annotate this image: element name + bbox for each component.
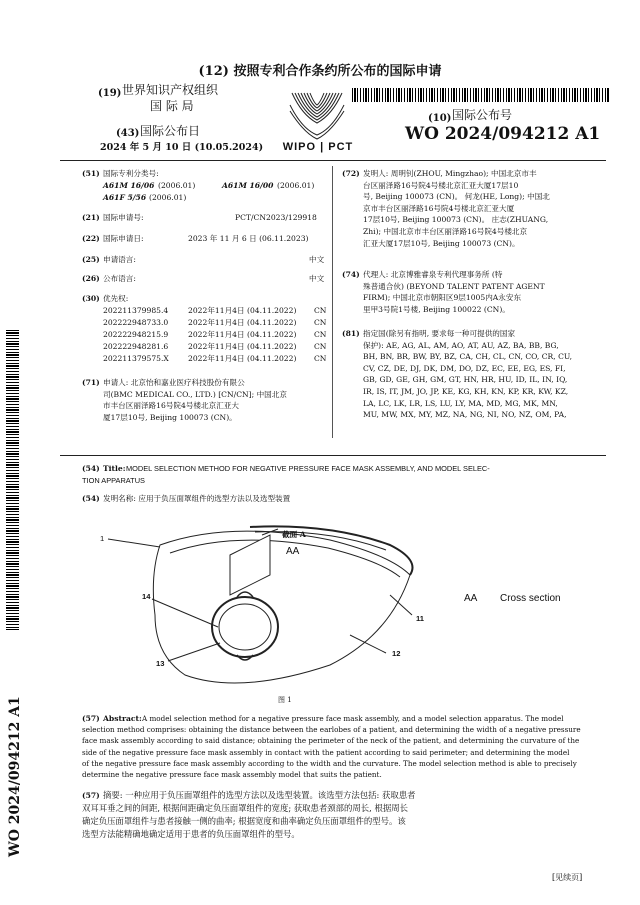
org-name: 世界知识产权组织 (122, 83, 219, 97)
designated-line: BH, BN, BR, BW, BY, BZ, CA, CH, CL, CN, CO, CR, CU, (363, 352, 573, 362)
ipc-date-2: (2006.01) (149, 193, 187, 202)
title-en-text (82, 463, 606, 486)
inventors-line: 台区丽泽路16号院4号楼北京汇亚大厦17层10 (363, 180, 519, 190)
mid-divider (60, 455, 606, 456)
designated-num: (81) (342, 329, 360, 338)
pub-lang-label: 公布语言: (103, 274, 136, 283)
figure (90, 515, 600, 715)
abstract-cn-line: 选型方法能精确地确定适用于患者的负压面罩组件的型号。 (82, 829, 300, 839)
inventors-line: 汇亚大厦17层10号, Beijing 100073 (CN)。 (363, 238, 520, 248)
agent-line: 代理人: 北京博雅睿泉专利代理事务所 (特 (363, 270, 503, 279)
fig-label-12: 12 (392, 649, 401, 658)
wipo-emblem-icon (282, 85, 352, 143)
pubno-number: (10) (428, 113, 452, 124)
filing-lang-num: (25) (82, 255, 100, 264)
page-title: (12) 按照专利合作条约所公布的国际申请 (198, 64, 442, 79)
fig-section-label: 截面 A (282, 530, 306, 539)
inventors-line: 号, Beijing 100073 (CN)。 何龙(HE, Long); 中国北 (363, 192, 550, 202)
agent-line: 里甲3号院1号楼, Beijing 100022 (CN)。 (363, 304, 510, 314)
priority-country: CN (314, 306, 327, 315)
abstract-en-line: A model selection method for a negative pressure face mask assembly, and a model selection apparatus. The model (142, 714, 564, 723)
designated-line: LA, LC, LK, LR, LS, LU, LY, MA, MD, MG, MK, MN, (363, 398, 558, 408)
appno-label: 国际申请号: (103, 213, 144, 222)
abstract-en-line: side of the negative pressure face mask assembly in contact with the patient according to said perimeter; and determining the model (82, 747, 570, 757)
inventors-block (363, 168, 603, 249)
inventors-num: (72) (342, 169, 360, 178)
applicant-line: 市丰台区丽泽路16号院4号楼北京汇亚大 (103, 401, 239, 411)
abstract-en-line: face mask assembly according to said distance; obtaining the perimeter of the neck of the patient, and determining the curvature of the (82, 736, 580, 746)
priority-number: 202211379575.X (103, 354, 169, 363)
priority-row (103, 353, 333, 365)
abstract-cn-num: (57) (82, 791, 100, 800)
pubno-value: WO 2024/094212 A1 (405, 124, 601, 144)
applicant-line: 申请人: 北京怡和嘉业医疗科技股份有限公 (103, 378, 245, 387)
designated-line: GB, GD, GE, GH, GM, GT, HN, HR, HU, ID, IL, IN, IQ, (363, 375, 568, 385)
title-en-num: (54) (82, 464, 100, 473)
filing-num: (22) (82, 234, 100, 243)
port-ring (212, 597, 278, 657)
ipc-date-1a: (2006.01) (158, 181, 196, 190)
agent-line: 殊普通合伙) (BEYOND TALENT PATENT AGENT (363, 281, 545, 291)
pub-lang-value: 中文 (309, 274, 325, 283)
inventors-line: 京市丰台区丽泽路16号院4号楼北京汇亚大厦 (363, 203, 515, 213)
priority-number: 202222948281.6 (103, 342, 169, 351)
inventors-line: 17层10号, Beijing 100073 (CN)。 庄志(ZHUANG, (363, 215, 549, 225)
designated-line: IR, IS, IT, JM, JO, JP, KE, KG, KH, KN, KP, KR, KW, KZ, (363, 386, 569, 396)
priority-row (103, 317, 333, 329)
priority-label: 优先权: (103, 294, 129, 303)
abstract-cn-line: 确定负压面罩组件与患者接触一侧的曲率; 根据宽度和曲率确定负压面罩组件的型号。该 (82, 816, 406, 826)
fig-cross-section-label: Cross section (500, 593, 561, 604)
filing-label: 国际申请日: (103, 234, 144, 243)
abstract-en-block (82, 713, 602, 780)
side-pubno: WO 2024/094212 A1 (7, 696, 23, 857)
pubdate-value: 2024 年 5 月 10 日 (10.05.2024) (100, 142, 264, 153)
priority-row (103, 305, 333, 317)
wipo-logo (282, 85, 352, 160)
filing-lang-label: 申请语言: (103, 255, 136, 264)
pubdate-label: 国际公布日 (140, 124, 201, 138)
title-en-label: Title: (103, 464, 126, 473)
priority-date: 2022年11月4日 (04.11.2022) (188, 330, 297, 339)
priority-row (103, 341, 333, 353)
ipc-code-2: A61F 5/56 (103, 193, 147, 202)
org-bureau: 国 际 局 (150, 99, 194, 113)
abstract-en-label: Abstract: (103, 714, 142, 723)
ipc-label: 国际专利分类号: (103, 169, 159, 178)
priority-date: 2022年11月4日 (04.11.2022) (188, 354, 297, 363)
appno-value: PCT/CN2023/129918 (235, 213, 317, 222)
abstract-en-line: selection method comprises: obtaining the distance between the earlobes of a patient, and determining the width of a negative pressure (82, 725, 581, 735)
priority-country: CN (314, 342, 327, 351)
header-divider (60, 160, 606, 161)
barcode-side (6, 330, 19, 630)
mask-drawing (90, 515, 600, 715)
mask-shell (153, 531, 410, 683)
agent-block (363, 269, 603, 315)
abstract-cn-line: 摘要: 一种应用于负压面罩组件的选型方法以及选型装置。该选型方法包括: 获取患者 (103, 790, 416, 800)
org-number: (19) (98, 88, 122, 99)
abstract-en-num: (57) (82, 714, 100, 723)
designated-line: CV, CZ, DE, DJ, DK, DM, DO, DZ, EC, EE, EG, ES, FI, (363, 363, 566, 373)
appno-num: (21) (82, 213, 100, 222)
fig-label-11: 11 (416, 614, 425, 623)
fig-label-1: 1 (100, 534, 105, 543)
priority-date: 2022年11月4日 (04.11.2022) (188, 318, 297, 327)
title-cn-num: (54) (82, 494, 100, 503)
priority-date: 2022年11月4日 (04.11.2022) (188, 342, 297, 351)
priority-row (103, 329, 333, 341)
barcode-top (352, 88, 610, 102)
pubno-label: 国际公布号 (452, 108, 513, 122)
filing-value: 2023 年 11 月 6 日 (06.11.2023) (188, 234, 309, 243)
applicant-num: (71) (82, 378, 100, 387)
wipo-logo-text: WIPO | PCT (282, 141, 354, 153)
inventors-line: 发明人: 周明钊(ZHOU, Mingzhao); 中国北京市丰 (363, 169, 537, 178)
agent-num: (74) (342, 270, 360, 279)
ipc-num: (51) (82, 169, 100, 178)
priority-country: CN (314, 354, 327, 363)
designated-block (363, 328, 603, 421)
inventors-line: Zhi); 中国北京市丰台区丽泽路16号院4号楼北京 (363, 226, 528, 236)
title-cn-text: 发明名称: 应用于负压面罩组件的选型方法以及选型装置 (103, 494, 291, 503)
fig-aa-label-2: AA (464, 593, 478, 604)
abstract-cn-line: 双耳耳垂之间的间距, 根据间距确定负压面罩组件的宽度; 获取患者颈部的周长, 根据周长 (82, 803, 409, 813)
ipc-code-1b: A61M 16/00 (222, 181, 274, 190)
priority-date: 2022年11月4日 (04.11.2022) (188, 306, 297, 315)
priority-list (103, 305, 333, 365)
fig-label-14: 14 (142, 592, 151, 601)
priority-country: CN (314, 318, 327, 327)
fig-caption: 图 1 (278, 696, 292, 704)
title-en-line: MODEL SELECTION METHOD FOR NEGATIVE PRESSURE FACE MASK ASSEMBLY, AND MODEL SELEC- (126, 464, 490, 473)
ipc-code-1a: A61M 16/06 (103, 181, 155, 190)
title-en-line: TION APPARATUS (82, 475, 145, 485)
continued-note: [见续页] (552, 873, 583, 882)
designated-line: 保护): AE, AG, AL, AM, AO, AT, AU, AZ, BA, BB, BG, (363, 340, 559, 350)
abstract-en-line: determine the negative pressure face mask assembly model that suits the patient. (82, 770, 382, 780)
priority-number: 202211379985.4 (103, 306, 169, 315)
filing-lang-value: 中文 (309, 255, 325, 264)
agent-line: FIRM); 中国北京市朝阳区9层1005内A永安东 (363, 293, 522, 303)
priority-number: 202222948215.9 (103, 330, 169, 339)
pubdate-number: (43) (116, 128, 140, 139)
fig-label-13: 13 (156, 659, 165, 668)
applicant-block (103, 377, 333, 423)
abstract-en-line: of the negative pressure face mask assembly according to the width and the curvature. The model selection method is able to precisely (82, 758, 577, 768)
priority-country: CN (314, 330, 327, 339)
pub-lang-num: (26) (82, 274, 100, 283)
applicant-line: 司(BMC MEDICAL CO., LTD.) [CN/CN]; 中国北京 (103, 389, 287, 399)
designated-line: 指定国(除另有指明, 要求每一种可提供的国家 (363, 329, 516, 338)
applicant-line: 厦17层10号, Beijing 100073 (CN)。 (103, 412, 237, 422)
priority-number: 202222948733.0 (103, 318, 169, 327)
priority-num: (30) (82, 294, 100, 303)
fig-aa-label: AA (286, 546, 300, 557)
designated-line: MU, MW, MX, MY, MZ, NA, NG, NI, NO, NZ, OM, PA, (363, 410, 567, 420)
ipc-date-1b: (2006.01) (277, 181, 315, 190)
